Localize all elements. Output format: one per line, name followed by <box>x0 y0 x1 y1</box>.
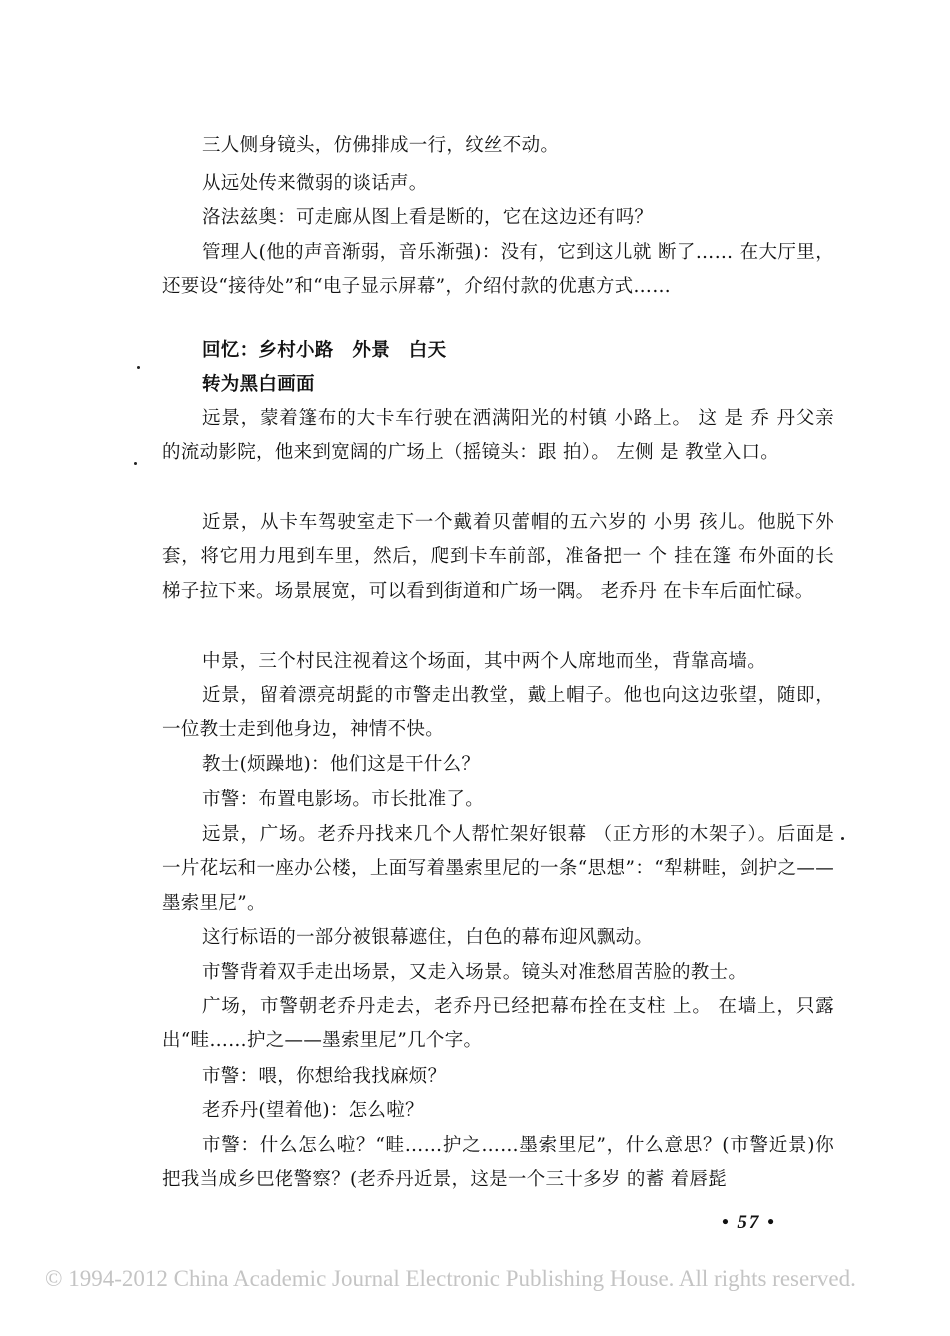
paragraph-7: 远景，蒙着篷布的大卡车行驶在洒满阳光的村镇 小路上。 这 是 乔 丹父亲的流动影院，他来到宽阔的广场上（摇镜头：跟 拍）。 左侧 是 教堂入口。 <box>162 408 834 464</box>
paragraph-1: 三人侧身镜头，仿佛排成一行，纹丝不动。 <box>202 135 560 156</box>
paragraph-18: 老乔丹(望着他)：怎么啦？ <box>202 1100 424 1121</box>
paragraph-11: 教士(烦躁地)：他们这是干什么？ <box>202 754 481 775</box>
page-number: • 57 • <box>722 1212 776 1233</box>
paragraph-14: 这行标语的一部分被银幕遮住，白色的幕布迎风飘动。 <box>202 927 654 948</box>
paragraph-2: 从远处传来微弱的谈话声。 <box>202 173 428 194</box>
paragraph-3: 洛法兹奥：可走廊从图上看是断的，它在这边还有吗？ <box>202 207 654 228</box>
paragraph-13: 远景，广场。老乔丹找来几个人帮忙架好银幕 （正方形的木架子）。后面是一片花坛和一座办公楼，上面写着墨索里尼的一条“思想”：“犁耕畦，剑护之——墨索里尼”。 <box>162 824 834 914</box>
scene-subheading: 转为黑白画面 <box>202 374 315 395</box>
stray-mark <box>134 462 137 465</box>
paragraph-15: 市警背着双手走出场景，又走入场景。镜头对准愁眉苦脸的教士。 <box>202 962 748 983</box>
stray-mark <box>137 366 140 369</box>
copyright-watermark: © 1994-2012 China Academic Journal Electronic Publishing House. All rights reserved. <box>45 1266 856 1291</box>
scene-heading: 回忆：乡村小路 外景 白天 <box>202 340 447 361</box>
paragraph-10: 近景，留着漂亮胡髭的市警走出教堂，戴上帽子。他也向这边张望，随即，一位教士走到他身边，神情不快。 <box>162 685 834 741</box>
paragraph-19: 市警：什么怎么啦？“畦……护之……墨索里尼”，什么意思？(市警近景)你把我当成乡巴佬警察？(老乔丹近景，这是一个三十多岁 的蓄 着唇髭 <box>162 1135 834 1191</box>
paragraph-8: 近景，从卡车驾驶室走下一个戴着贝蕾帽的五六岁的 小男 孩儿。他脱下外套，将它用力甩到车里，然后，爬到卡车前部，准备把一 个 挂在篷 布外面的长梯子拉下来。场景展宽，可以看到街道和广场一隅。 老乔丹 在卡车后面忙碌。 <box>162 512 834 602</box>
paragraph-4: 管理人(他的声音渐弱，音乐渐强)：没有，它到这儿就 断了…… 在大厅里，还要设“接待处”和“电子显示屏幕”，介绍付款的优惠方式…… <box>162 242 834 298</box>
paragraph-17: 市警：喂，你想给我找麻烦？ <box>202 1066 447 1087</box>
stray-mark <box>841 837 844 840</box>
paragraph-9: 中景，三个村民注视着这个场面，其中两个人席地而坐，背靠高墙。 <box>202 651 767 672</box>
paragraph-12: 市警：布置电影场。市长批准了。 <box>202 789 485 810</box>
paragraph-16: 广场，市警朝老乔丹走去，老乔丹已经把幕布拴在支柱 上。 在墙上，只露出“畦……护之——墨索里尼”几个字。 <box>162 996 834 1052</box>
